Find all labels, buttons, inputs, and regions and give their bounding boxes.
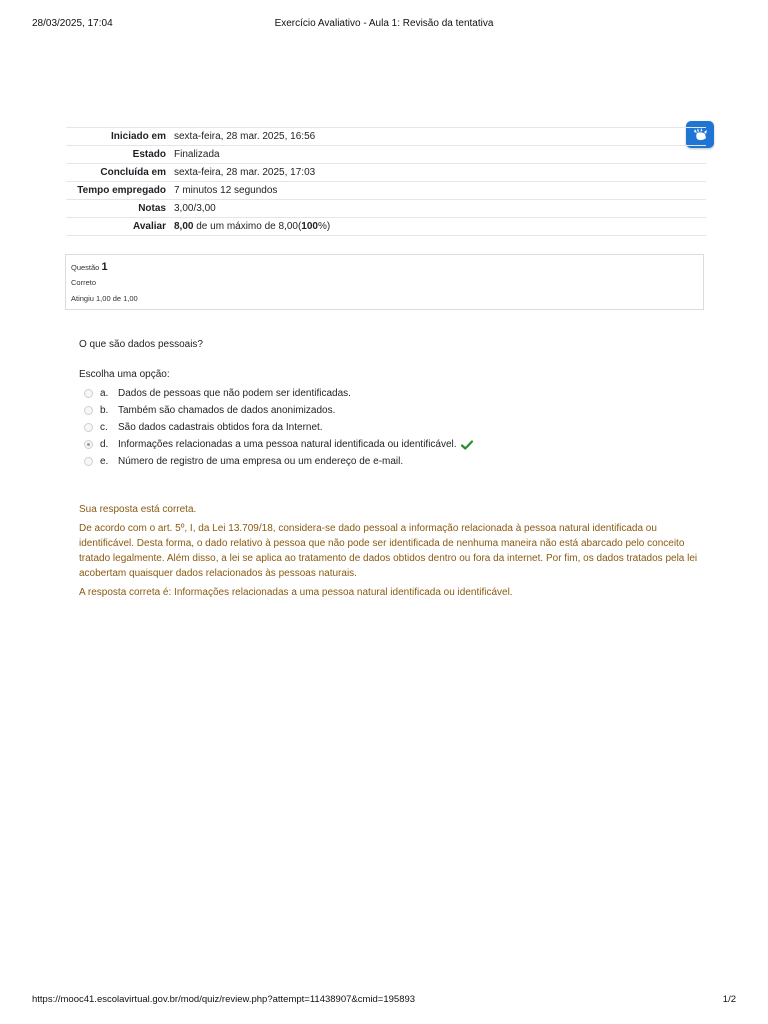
answer-option-c[interactable]: [84, 419, 684, 436]
option-text: Dados de pessoas que não podem ser identificadas.: [118, 388, 351, 399]
option-letter: c.: [100, 422, 108, 433]
question-number: [71, 260, 698, 275]
summary-value: sexta-feira, 28 mar. 2025, 17:03: [174, 167, 316, 178]
option-letter: a.: [100, 388, 109, 399]
print-footer: [32, 994, 736, 1008]
summary-label: Concluída em: [100, 167, 166, 178]
option-letter: d.: [100, 439, 109, 450]
summary-label: Iniciado em: [110, 131, 166, 142]
summary-label: Tempo empregado: [77, 185, 166, 196]
option-text: Número de registro de uma empresa ou um endereço de e-mail.: [118, 456, 404, 467]
answer-option-a[interactable]: [84, 385, 684, 402]
print-page-title: Exercício Avaliativo - Aula 1: Revisão da tentativa: [274, 18, 494, 29]
print-header: [32, 18, 736, 32]
question-text: O que são dados pessoais?: [79, 339, 203, 350]
radio-button-selected[interactable]: [84, 440, 93, 449]
summary-row-grade: [66, 218, 706, 236]
grade-value: [174, 218, 706, 236]
summary-label: Notas: [138, 203, 166, 214]
summary-row-started: [66, 128, 706, 146]
answer-option-e[interactable]: [84, 453, 684, 470]
question-number-label: Questão: [71, 263, 100, 272]
radio-button[interactable]: [84, 423, 93, 432]
summary-value: 3,00/3,00: [174, 203, 216, 214]
grade-suffix: %): [317, 221, 331, 232]
radio-button[interactable]: [84, 389, 93, 398]
feedback-panel: [79, 502, 699, 600]
summary-row-state: [66, 146, 706, 164]
summary-value: 7 minutos 12 segundos: [174, 185, 278, 196]
answer-prompt: Escolha uma opção:: [79, 369, 170, 380]
question-number-value: 1: [101, 261, 108, 273]
summary-row-time-taken: [66, 182, 706, 200]
summary-row-marks: [66, 200, 706, 218]
print-url: https://mooc41.escolavirtual.gov.br/mod/quiz/review.php?attempt=11438907&cmid=195893: [32, 994, 416, 1005]
question-mark: Atingiu 1,00 de 1,00: [71, 294, 138, 303]
question-info-box: [65, 254, 704, 310]
radio-button[interactable]: [84, 406, 93, 415]
option-text: Também são chamados de dados anonimizados.: [118, 405, 336, 416]
option-text: Informações relacionadas a uma pessoa natural identificada ou identificável.: [118, 439, 457, 450]
feedback-right-answer: A resposta correta é: Informações relacionadas a uma pessoa natural identificada ou identificável.: [79, 587, 513, 598]
summary-row-completed: [66, 164, 706, 182]
summary-label: Estado: [132, 149, 166, 160]
radio-button[interactable]: [84, 457, 93, 466]
option-text: São dados cadastrais obtidos fora da Internet.: [118, 422, 323, 433]
answer-option-d[interactable]: [84, 436, 684, 453]
answer-option-b[interactable]: [84, 402, 684, 419]
grade-percent: 100: [301, 221, 318, 232]
answer-options: [84, 385, 684, 470]
summary-value: sexta-feira, 28 mar. 2025, 16:56: [174, 131, 316, 142]
attempt-summary-table: [66, 127, 706, 236]
print-page-number: 1/2: [722, 994, 736, 1005]
check-icon: [461, 440, 473, 450]
feedback-explanation: De acordo com o art. 5º, I, da Lei 13.709/18, considera-se dado pessoal a informação relacionada à pessoa natural identificada ou identificável. Desta forma, o dado relativo à pessoa que não pode ser identificada de nenhuma maneira não está abarcado pelo conceito tratado legalmente. Além disso, a lei se aplica ao tratamento de dados obtidos dentro ou fora da internet. Por fim, os dados tratados pela lei acobertam quaisquer dados relacionados às pessoas naturais.: [79, 523, 698, 579]
feedback-status: Sua resposta está correta.: [79, 504, 197, 515]
grade-score: 8,00: [174, 221, 194, 232]
grade-middle: de um máximo de 8,00(: [193, 221, 302, 232]
print-datetime: 28/03/2025, 17:04: [32, 18, 113, 29]
summary-value: Finalizada: [174, 149, 220, 160]
option-letter: e.: [100, 456, 109, 467]
option-letter: b.: [100, 405, 109, 416]
summary-label: Avaliar: [133, 221, 166, 232]
question-state: Correto: [71, 278, 97, 287]
